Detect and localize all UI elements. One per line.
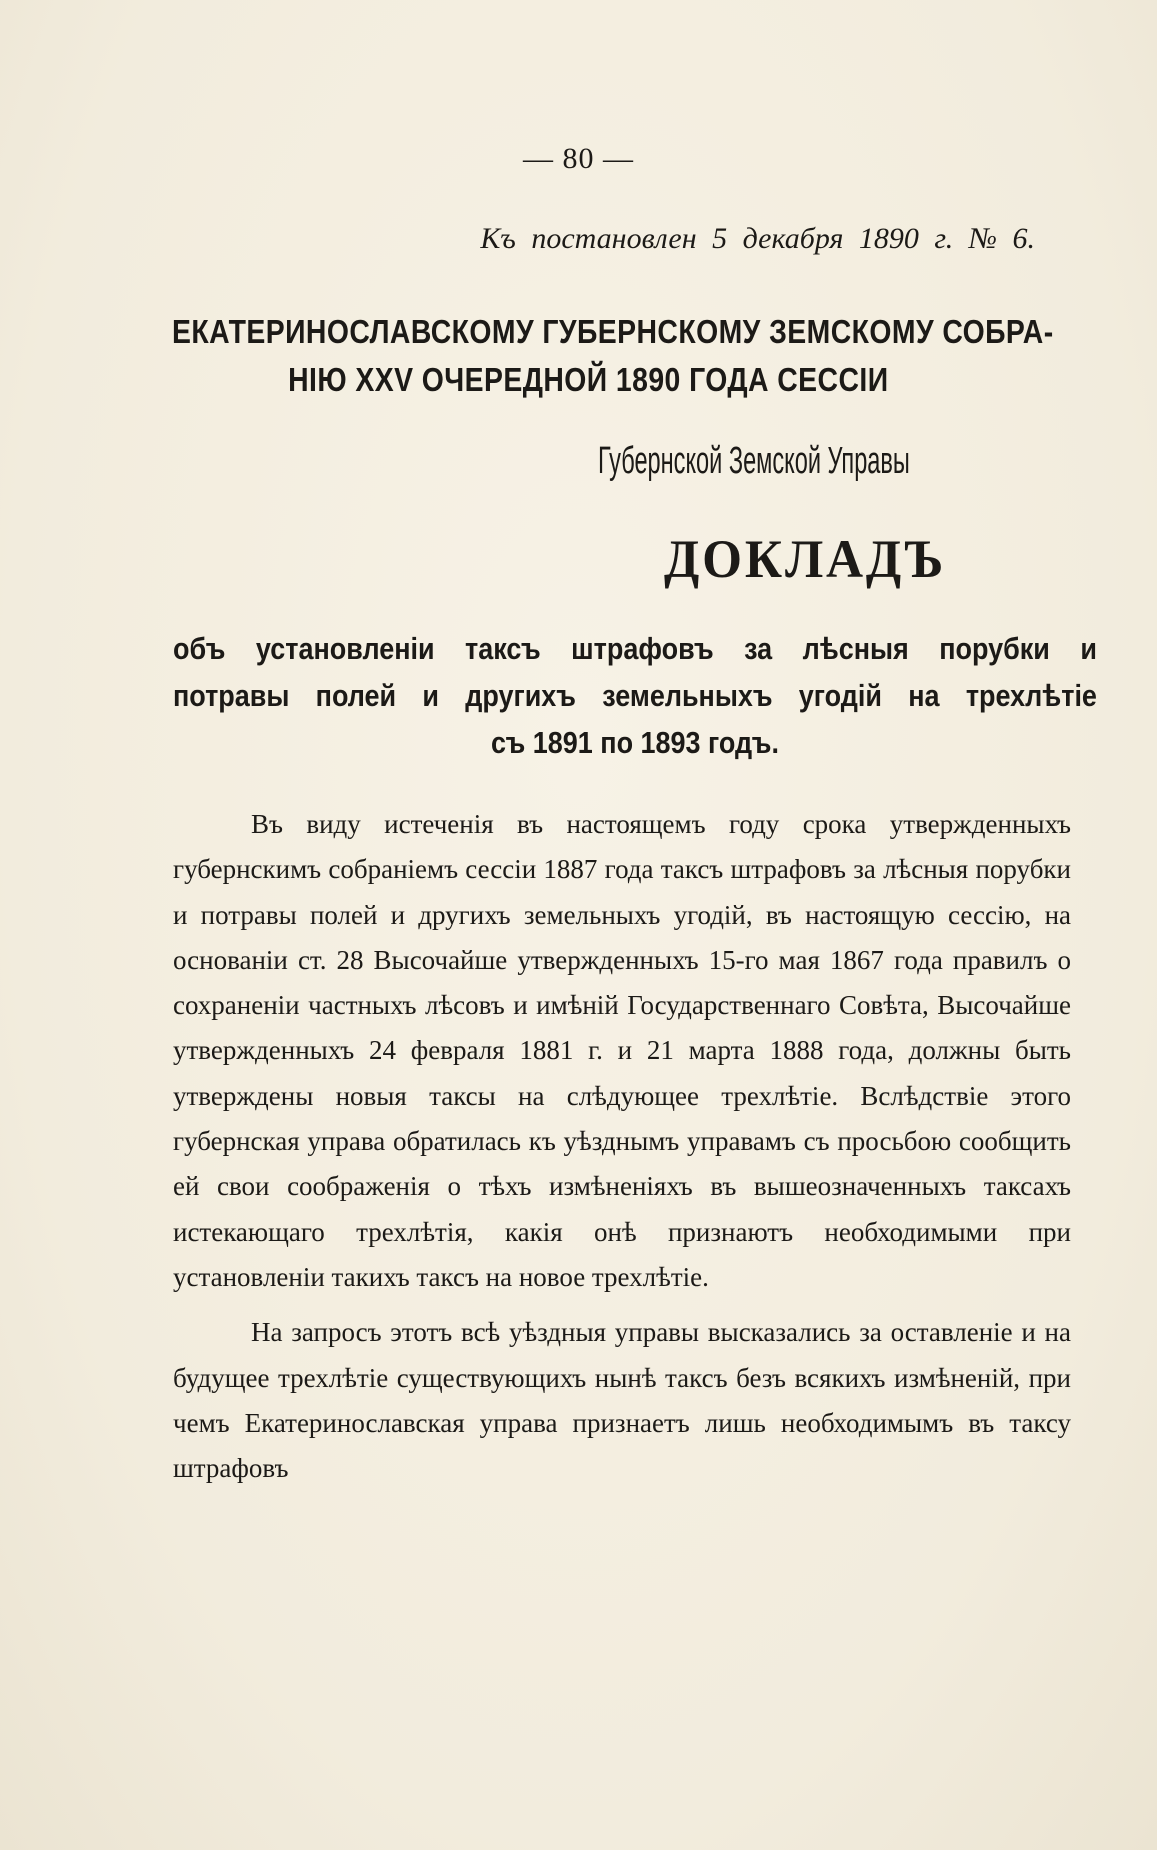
report-body [173,802,1071,1491]
report-subject-line-1: объ установленіи таксъ штрафовъ за лѣсныя порубки и [173,631,1097,666]
page-number: — 80 — [523,142,634,175]
report-subject-line-2: потравы полей и другихъ земельныхъ угодій на трехлѣтіе [173,678,1097,713]
body-paragraph: На запросъ этотъ всѣ уѣздныя управы высказались за оставленіе и на будущее трехлѣтіе существующихъ нынѣ таксъ безъ всякихъ измѣненій, при чемъ Екатеринославская управа признаетъ лишь необходимымъ въ таксу штрафовъ [173,1317,1071,1484]
addressee-heading-line-2: НІЮ XXV ОЧЕРЕДНОЙ 1890 ГОДА СЕССІИ [288,361,889,398]
addressee-heading-line-1: ЕКАТЕРИНОСЛАВСКОМУ ГУБЕРНСКОМУ ЗЕМСКОМУ СОБРА- [172,313,1054,350]
report-subject-line-3: съ 1891 по 1893 годъ. [490,725,779,760]
addressee-heading [172,308,1075,404]
issuing-authority: Губернской Земской Управы [598,440,910,482]
body-paragraph: Въ виду истеченія въ настоящемъ году срока утвержденныхъ губернскимъ собраніемъ сессіи 1887 года таксъ штрафовъ за лѣсныя порубки и потравы полей и другихъ земельныхъ угодій, въ настоящую сессію, на основаніи ст. 28 Высочайше утвержденныхъ 15-го мая 1867 года правилъ о сохраненіи частныхъ лѣсовъ и имѣній Государственнаго Совѣта, Высочайше утвержденныхъ 24 февраля 1881 г. и 21 марта 1888 года, должны быть утверждены новыя таксы на слѣдующее трехлѣтіе. Вслѣдствіе этого губернская управа обратилась къ уѣзднымъ управамъ съ просьбою сообщить ей свои соображенія о тѣхъ измѣненіяхъ въ вышеозначенныхъ таксахъ истекающаго трехлѣтія, какія онѣ признаютъ необходимыми при установленіи такихъ таксъ на новое трехлѣтіе. [173,809,1071,1292]
report-subject [173,625,1097,766]
resolution-reference: Къ постановлен 5 декабря 1890 г. № 6. [480,222,1035,255]
document-title: ДОКЛАДЪ [664,529,947,589]
